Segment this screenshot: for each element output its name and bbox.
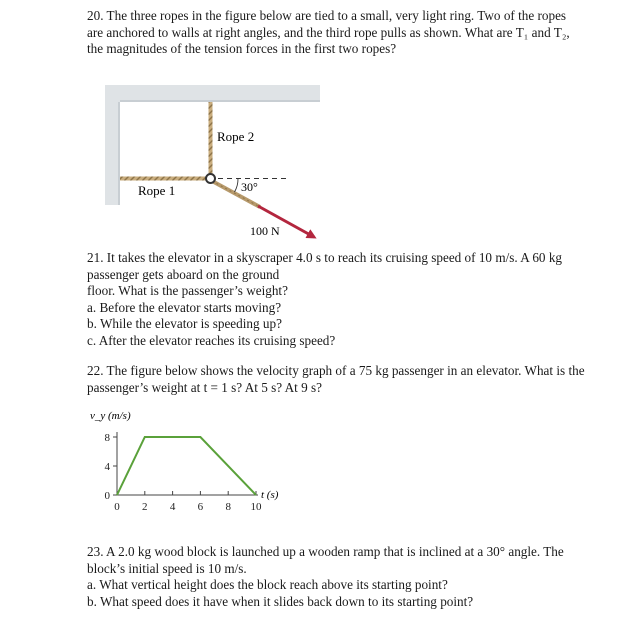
rope-1-label: Rope 1: [138, 183, 176, 198]
question-22: [87, 363, 585, 396]
question-20-line-3: the magnitudes of the tension forces in the first two ropes?: [87, 41, 397, 57]
question-21-part-c: c. After the elevator reaches its cruising speed?: [87, 332, 336, 348]
question-21-line-3: floor. What is the passenger’s weight?: [87, 283, 288, 299]
ceiling: [105, 85, 320, 102]
chart-series: [117, 437, 256, 495]
question-21-line-2: passenger gets aboard on the ground: [87, 266, 280, 282]
question-20-line-1: 20. The three ropes in the figure below are tied to a small, very light ring. Two of the ropes: [87, 8, 567, 23]
question-23-part-a: a. What vertical height does the block reach above its starting point?: [87, 577, 448, 593]
y-tick-label: 8: [104, 432, 110, 444]
velocity-graph: [84, 405, 314, 525]
question-21-part-a: a. Before the elevator starts moving?: [87, 299, 282, 315]
question-22-line-2: passenger’s weight at t = 1 s? At 5 s? At 9 s?: [87, 379, 323, 395]
wall-surface: [118, 102, 120, 205]
angle-arc: [235, 179, 239, 193]
rope-2: [209, 102, 213, 178]
question-23: [87, 544, 564, 610]
force-label: 100 N: [250, 224, 280, 238]
x-tick-label: 4: [169, 501, 176, 513]
chart-axes: [117, 432, 258, 495]
question-20-line-2: are anchored to walls at right angles, and the third rope pulls as shown. What are T₁ and T₂,: [87, 24, 570, 40]
x-tick-label: 10: [250, 501, 262, 513]
rope-2-label: Rope 2: [217, 129, 255, 144]
question-22-line-1: 22. The figure below shows the velocity graph of a 75 kg passenger in an elevator. What is the: [87, 363, 585, 378]
y-tick-label: 0: [104, 490, 110, 502]
question-20: [87, 8, 570, 58]
ceiling-surface: [120, 100, 320, 102]
rope-figure: [100, 85, 330, 240]
y-tick-label: 4: [104, 461, 110, 473]
question-23-line-2: block’s initial speed is 10 m/s.: [87, 560, 247, 576]
x-tick-label: 2: [142, 501, 148, 513]
ring: [206, 174, 215, 183]
x-axis-label: t (s): [261, 489, 279, 501]
question-23-line-1: 23. A 2.0 kg wood block is launched up a wooden ramp that is inclined at a 30° angle. The: [87, 544, 564, 559]
rope-1: [120, 177, 208, 181]
question-21: [87, 250, 562, 350]
x-tick-label: 8: [225, 501, 231, 513]
question-23-part-b: b. What speed does it have when it slides back down to its starting point?: [87, 593, 474, 609]
x-tick-label: 6: [197, 501, 204, 513]
question-21-part-b: b. While the elevator is speeding up?: [87, 316, 282, 332]
left-wall: [105, 85, 120, 205]
question-21-line-1: 21. It takes the elevator in a skyscraper 4.0 s to reach its cruising speed of 10 m/s. A 60 kg: [87, 250, 563, 265]
x-tick-label: 0: [114, 501, 120, 513]
angle-label: 30°: [241, 180, 258, 194]
velocity-series-line: [117, 437, 256, 495]
y-axis-label: v_y (m/s): [90, 410, 131, 422]
